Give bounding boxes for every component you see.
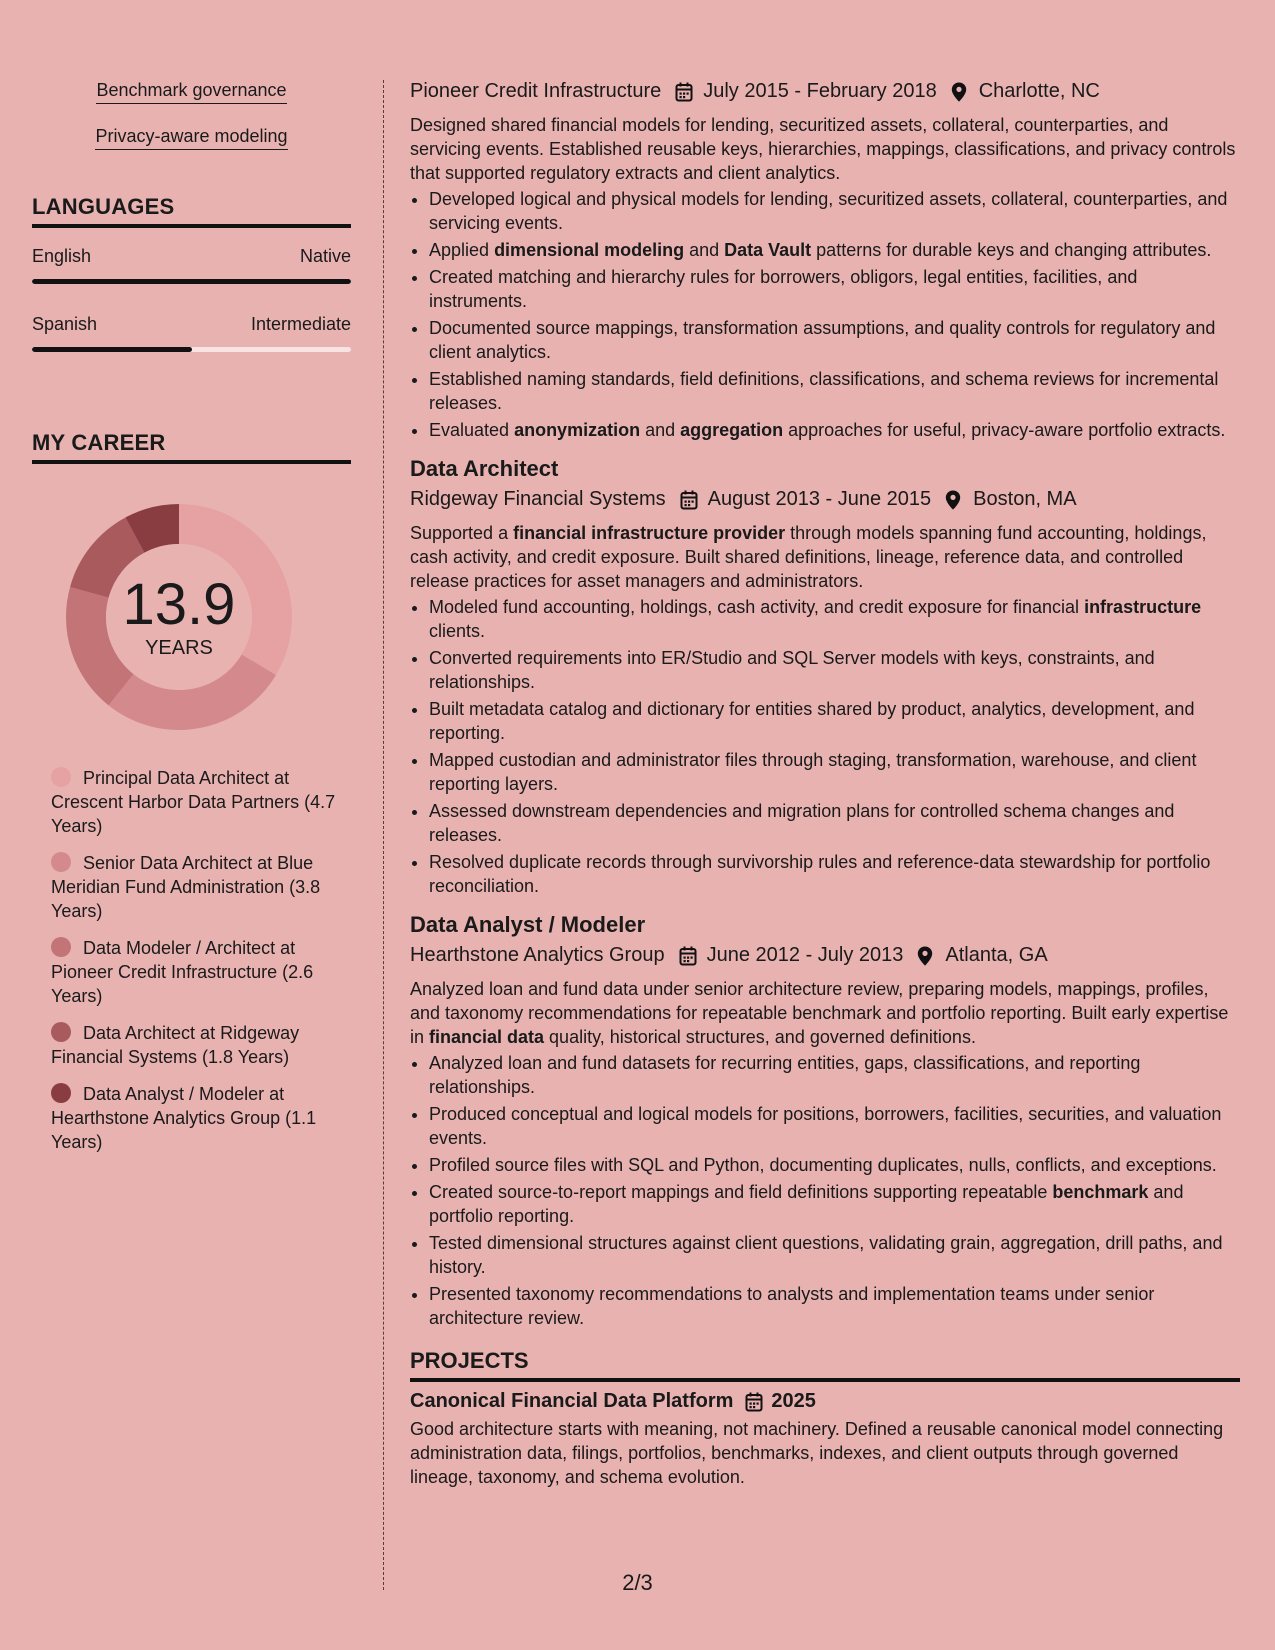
main-content [410,80,1240,1489]
calendar-icon [680,490,698,510]
achievement-list [410,595,1240,898]
language-proficiency-fill [32,279,351,284]
text-run: Assessed downstream dependencies and migration plans for controlled schema changes and releases. [429,801,1175,845]
experience-entry [410,912,1240,1330]
text-run: approaches for useful, privacy-aware portfolio extracts. [783,420,1226,440]
text-run: Analyzed loan and fund datasets for recurring entities, gaps, classifications, and reporting relationships. [429,1053,1141,1097]
legend-item [51,1021,341,1069]
legend-color-dot [51,767,71,787]
achievement-item [429,418,1240,442]
career-section [32,430,351,1154]
achievement-item [429,1153,1240,1177]
achievement-item [429,187,1240,235]
language-level: Native [299,246,351,266]
text-run: and portfolio reporting. [429,1182,1184,1226]
career-heading: MY CAREER [32,430,351,464]
achievement-item [429,238,1240,262]
location-pin-icon [951,82,969,102]
legend-label: Principal Data Architect at Crescent Harbor Data Partners (4.7 Years) [51,768,336,836]
languages-section [32,194,351,352]
text-run: Mapped custodian and administrator files through staging, transformation, warehouse, and client reporting layers. [429,750,1197,794]
text-run: and [684,240,725,260]
text-run: Produced conceptual and logical models for positions, borrowers, facilities, securities, and valuation events. [429,1104,1222,1148]
job-description [410,977,1240,1049]
text-run: Analyzed loan and fund data under senior architecture review, preparing models, mappings, profiles, and taxonomy recommendations for repeatable benchmark and portfolio reporting. Built early expertise in [410,979,1229,1047]
language-item [32,246,351,284]
achievement-item [429,748,1240,796]
column-divider [383,80,384,1590]
emphasis-text: aggregation [680,420,784,440]
calendar-icon [679,946,697,966]
emphasis-text: Data Vault [724,240,812,260]
legend-label: Data Architect at Ridgeway Financial Systems (1.8 Years) [51,1023,300,1067]
text-run: Created matching and hierarchy rules for borrowers, obligors, legal entities, facilities, and instruments. [429,267,1138,311]
language-proficiency-bar [32,347,351,352]
languages-heading: LANGUAGES [32,194,351,228]
skill-label: Privacy-aware modeling [95,126,287,150]
text-run: quality, historical structures, and governed definitions. [544,1027,976,1047]
legend-color-dot [51,852,71,872]
achievement-item [429,1051,1240,1099]
text-run: Resolved duplicate records through survivorship rules and reference-data stewardship for portfolio reconciliation. [429,852,1211,896]
emphasis-text: benchmark [1052,1182,1149,1202]
job-location: Charlotte, NC [978,80,1100,102]
company-name: Hearthstone Analytics Group [410,944,665,966]
job-dates: June 2012 - July 2013 [706,944,904,966]
language-name: Spanish [32,314,98,334]
text-run: Documented source mappings, transformation assumptions, and quality controls for regulatory and client analytics. [429,318,1216,362]
legend-item [51,936,341,1008]
skill-tag [32,80,351,104]
achievement-item [429,799,1240,847]
projects-heading: PROJECTS [410,1348,1240,1382]
legend-color-dot [51,937,71,957]
language-name: English [32,246,92,266]
calendar-icon [675,82,693,102]
achievement-item [429,1180,1240,1228]
emphasis-text: infrastructure [1084,597,1202,617]
text-run: Converted requirements into ER/Studio and SQL Server models with keys, constraints, and relationships. [429,648,1155,692]
achievement-item [429,367,1240,415]
text-run: Established naming standards, field definitions, classifications, and schema reviews for incremental releases. [429,369,1219,413]
text-run: Presented taxonomy recommendations to analysts and implementation teams under senior architecture review. [429,1284,1155,1328]
text-run: clients. [429,621,486,641]
legend-item [51,851,341,923]
skill-list [32,80,351,150]
sidebar [32,80,351,1167]
achievement-item [429,850,1240,898]
text-run: Built metadata catalog and dictionary for entities shared by product, analytics, development, and reporting. [429,699,1195,743]
project-title-row [410,1390,1240,1413]
language-proficiency-bar [32,279,351,284]
text-run: Applied [429,240,495,260]
company-name: Pioneer Credit Infrastructure [410,80,662,102]
job-description: Designed shared financial models for lending, securitized assets, collateral, counterparties, and servicing events. Established reusable keys, hierarchies, mappings, classifications, and privacy controls that supported regulatory extracts and client analytics. [410,115,1236,183]
project-year: 2025 [771,1390,816,1412]
achievement-item [429,265,1240,313]
job-dates: August 2013 - June 2015 [707,488,932,510]
text-run: Evaluated [429,420,515,440]
language-item [32,314,351,352]
language-level: Intermediate [250,314,351,334]
company-name: Ridgeway Financial Systems [410,488,666,510]
job-description [410,521,1240,593]
job-location: Boston, MA [973,488,1077,510]
legend-label: Senior Data Architect at Blue Meridian Fund Administration (3.8 Years) [51,853,321,921]
legend-label: Data Modeler / Architect at Pioneer Credit Infrastructure (2.6 Years) [51,938,314,1006]
achievement-item [429,316,1240,364]
page-number-text: 2/3 [622,1570,653,1595]
career-legend [51,766,341,1154]
achievement-item [429,1102,1240,1150]
emphasis-text: financial infrastructure provider [513,523,786,543]
text-run: and [640,420,681,440]
achievement-item [429,595,1240,643]
emphasis-text: dimensional modeling [494,240,685,260]
achievement-list [410,187,1240,442]
page-number [0,1570,1275,1596]
job-meta [410,80,1240,103]
project-title: Canonical Financial Data Platform [410,1390,734,1412]
achievement-item [429,646,1240,694]
emphasis-text: anonymization [514,420,641,440]
location-pin-icon [945,490,963,510]
emphasis-text: financial data [429,1027,545,1047]
text-run: Tested dimensional structures against client questions, validating grain, aggregation, drill paths, and history. [429,1233,1223,1277]
donut-center [64,502,294,732]
achievement-item [429,697,1240,745]
job-title: Data Architect [410,456,559,481]
achievement-item [429,1282,1240,1330]
legend-label: Data Analyst / Modeler at Hearthstone Analytics Group (1.1 Years) [51,1084,317,1152]
achievement-list [410,1051,1240,1330]
text-run: patterns for durable keys and changing attributes. [811,240,1212,260]
achievement-item [429,1231,1240,1279]
legend-color-dot [51,1083,71,1103]
job-location: Atlanta, GA [945,944,1048,966]
text-run: through models spanning fund accounting, holdings, cash activity, and credit exposure. Built shared definitions, lineage, reference data, and controlled release practices for asset managers and administrators. [410,523,1207,591]
project-description: Good architecture starts with meaning, not machinery. Defined a reusable canonical model connecting administration data, filings, portfolios, benchmarks, indexes, and client outputs through governed lineage, taxonomy, and schema evolution. [410,1419,1224,1487]
text-run: Modeled fund accounting, holdings, cash activity, and credit exposure for financial [429,597,1085,617]
job-meta [410,944,1240,967]
career-donut-chart [64,502,294,732]
skill-label: Benchmark governance [96,80,286,104]
skill-tag [32,126,351,150]
legend-color-dot [51,1022,71,1042]
language-proficiency-fill [32,347,192,352]
legend-item [51,766,341,838]
text-run: Developed logical and physical models for lending, securitized assets, collateral, counterparties, and servicing events. [429,189,1228,233]
calendar-icon [745,1392,763,1412]
job-title: Data Analyst / Modeler [410,912,646,937]
legend-item [51,1082,341,1154]
total-years-label: YEARS [145,637,213,659]
text-run: Supported a [410,523,514,543]
total-years-value: 13.9 [122,572,236,637]
text-run: Profiled source files with SQL and Python, documenting duplicates, nulls, conflicts, and exceptions. [429,1155,1217,1175]
job-meta [410,488,1240,511]
experience-entry [410,80,1240,442]
job-dates: July 2015 - February 2018 [703,80,937,102]
location-pin-icon [917,946,935,966]
text-run: Created source-to-report mappings and field definitions supporting repeatable [429,1182,1053,1202]
experience-entry [410,456,1240,898]
